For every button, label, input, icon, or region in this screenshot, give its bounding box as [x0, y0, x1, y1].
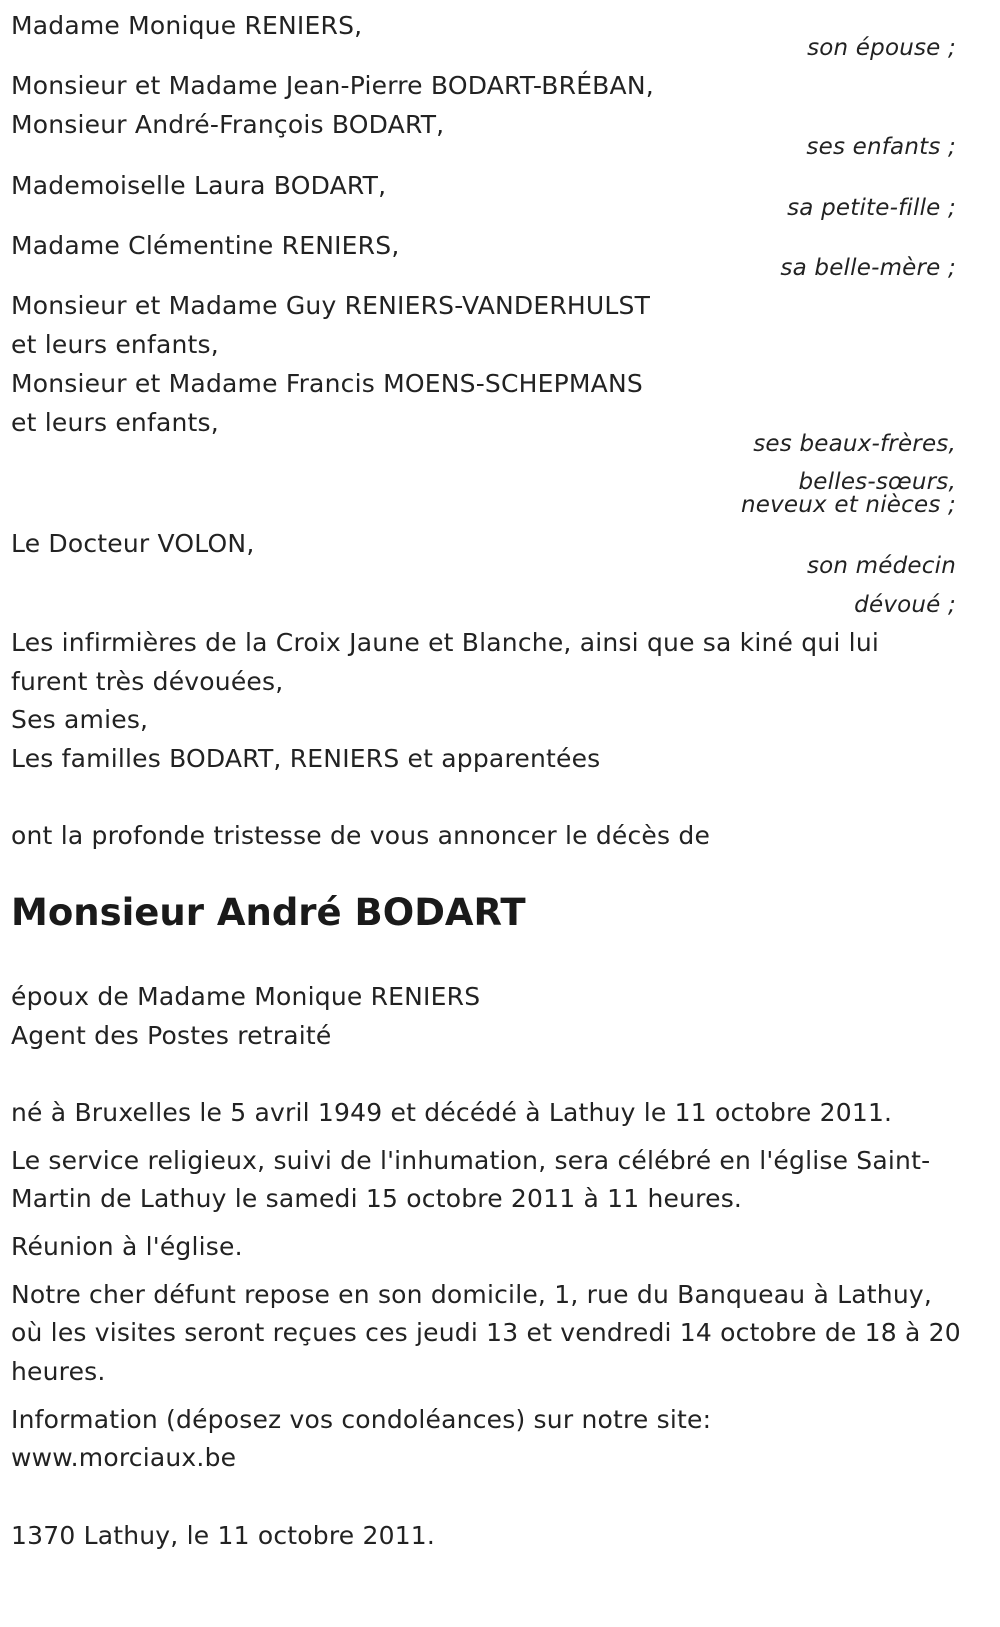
rest-line: heures. [11, 1357, 106, 1386]
family-line: furent très dévouées, [11, 667, 284, 696]
service-line: Le service religieux, suivi de l'inhumation, sera célébré en l'église Saint- [11, 1146, 931, 1175]
rest-line: Notre cher défunt repose en son domicile, 1, rue du Banqueau à Lathuy, [11, 1280, 933, 1309]
family-line: Ses amies, [11, 705, 149, 734]
family-line: Madame Monique RENIERS, [11, 11, 363, 40]
relation-label: son médecin [806, 553, 956, 579]
family-line: et leurs enfants, [11, 408, 219, 437]
deceased-name: Monsieur André BODART [11, 891, 526, 934]
relation-label: belles-sœurs, [798, 469, 956, 495]
profession-line: Agent des Postes retraité [11, 1021, 332, 1050]
website-link[interactable]: www.morciaux.be [11, 1443, 237, 1472]
meeting-line: Réunion à l'église. [11, 1232, 243, 1261]
birth-death-line: né à Bruxelles le 5 avril 1949 et décédé à Lathuy le 11 octobre 2011. [11, 1098, 893, 1127]
family-line: Les infirmières de la Croix Jaune et Blanche, ainsi que sa kiné qui lui [11, 628, 880, 657]
relation-label: sa petite-fille ; [787, 195, 956, 221]
family-line: Monsieur et Madame Guy RENIERS-VANDERHULST [11, 291, 651, 320]
relation-label: ses beaux-frères, [753, 431, 956, 457]
rest-line: où les visites seront reçues ces jeudi 13 et vendredi 14 octobre de 18 à 20 [11, 1318, 961, 1347]
relation-label: neveux et nièces ; [740, 492, 956, 518]
family-line: Monsieur et Madame Francis MOENS-SCHEPMANS [11, 369, 643, 398]
relation-label: son épouse ; [807, 35, 956, 61]
service-line: Martin de Lathuy le samedi 15 octobre 2011 à 11 heures. [11, 1184, 743, 1213]
family-line: Madame Clémentine RENIERS, [11, 231, 400, 260]
spouse-line: époux de Madame Monique RENIERS [11, 982, 481, 1011]
signature-line: 1370 Lathuy, le 11 octobre 2011. [11, 1521, 436, 1550]
announcement-text: ont la profonde tristesse de vous annoncer le décès de [11, 821, 711, 850]
relation-label: dévoué ; [854, 592, 956, 618]
family-line: Le Docteur VOLON, [11, 529, 255, 558]
family-line: et leurs enfants, [11, 330, 219, 359]
info-line: Information (déposez vos condoléances) sur notre site: [11, 1405, 712, 1434]
relation-label: sa belle-mère ; [780, 255, 956, 281]
relation-label: ses enfants ; [806, 134, 956, 160]
family-line: Mademoiselle Laura BODART, [11, 171, 387, 200]
family-line: Monsieur André-François BODART, [11, 110, 445, 139]
family-line: Les familles BODART, RENIERS et apparentées [11, 744, 601, 773]
family-line: Monsieur et Madame Jean-Pierre BODART-BRÉBAN, [11, 71, 654, 100]
